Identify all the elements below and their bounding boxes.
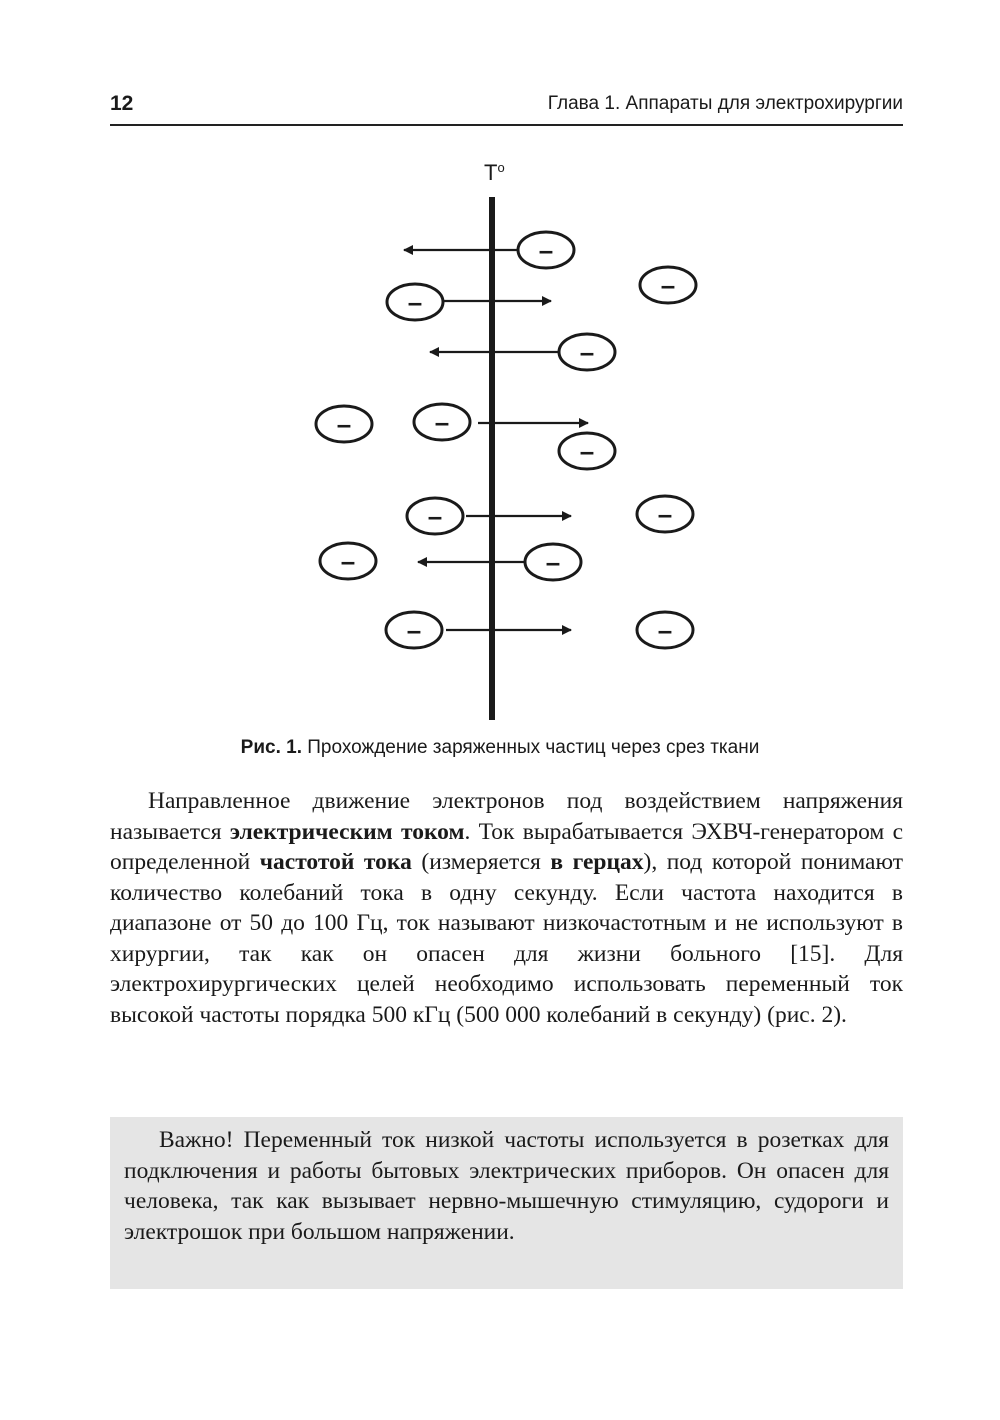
svg-text:–: – <box>427 501 443 531</box>
body-text-run: (измеряется <box>411 849 551 875</box>
page-header <box>110 90 903 126</box>
svg-text:–: – <box>657 499 673 529</box>
body-text-run: . Ток вырабатывается ЭХВЧ-генератором с определенной <box>110 818 904 875</box>
svg-text:–: – <box>406 615 422 645</box>
electron-particle <box>320 543 376 579</box>
svg-text:–: – <box>538 235 554 265</box>
svg-text:–: – <box>545 547 561 577</box>
svg-text:–: – <box>336 409 352 439</box>
electron-particle <box>414 404 470 440</box>
electron-particle <box>637 496 693 532</box>
body-paragraph <box>110 786 903 1030</box>
figure-caption-label: Рис. 1. <box>240 737 302 758</box>
svg-text:–: – <box>657 615 673 645</box>
svg-text:–: – <box>407 287 423 317</box>
svg-text:–: – <box>579 436 595 466</box>
electron-particle <box>386 612 442 648</box>
electron-particle <box>640 267 696 303</box>
figure-caption-text: Прохождение заряженных частиц через срез ткани <box>301 737 760 758</box>
electron-particle <box>559 334 615 370</box>
term-hertz: в герцах <box>550 849 644 875</box>
figure-charged-particles <box>0 150 1000 730</box>
running-head: Глава 1. Аппараты для электрохирургии <box>547 93 903 114</box>
svg-text:–: – <box>434 407 450 437</box>
svg-text:–: – <box>579 337 595 367</box>
electron-particle <box>407 498 463 534</box>
figure-caption <box>0 737 1000 759</box>
important-callout <box>110 1117 903 1289</box>
term-electric-current: электрическим током <box>229 818 465 845</box>
electron-particle <box>316 406 372 442</box>
electron-particle <box>525 544 581 580</box>
page-number: 12 <box>110 92 134 115</box>
term-current-frequency: частотой тока <box>259 849 412 875</box>
svg-text:–: – <box>340 546 356 576</box>
electron-particle <box>637 612 693 648</box>
electron-particle <box>559 433 615 469</box>
callout-text: Важно! Переменный ток низкой частоты используется в розетках для подключения и работы бытовых электрических приборов. Он опасен для человека, так как вызывает нервно-мышечную стимуляцию, судороги и электрошок при большом напряжении. <box>124 1127 889 1245</box>
body-text-run: ), под которой понимают количество колебаний тока в одну секунду. Если частота находится в диапазоне от 50 до 100 Гц, ток называют низкочастотным и не используют в хирургии, так как он опасен для жизни больного [15]. Для электрохирургических целей необходимо использовать переменный ток высокой частоты порядка 500 кГц (500 000 колебаний в секунду) (рис. 2). <box>110 849 903 1028</box>
body-text-run: Направленное движение электронов под воздействием напряжения называется <box>110 788 903 845</box>
svg-text:–: – <box>660 270 676 300</box>
electron-particle <box>387 284 443 320</box>
electron-particle <box>518 232 574 268</box>
axis-label: $T^o$ <box>484 160 505 185</box>
